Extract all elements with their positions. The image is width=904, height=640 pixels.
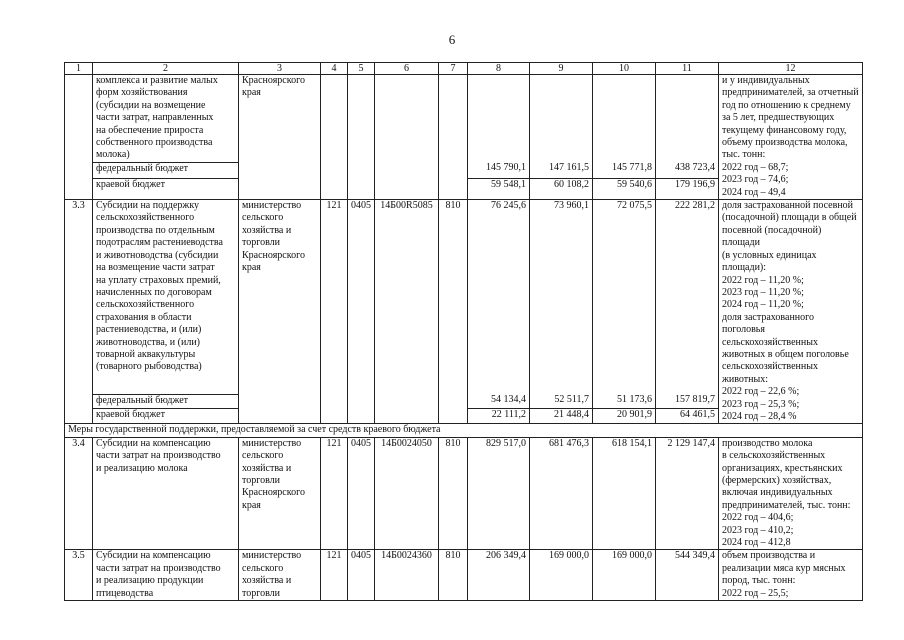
amount-cell: 21 448,4 <box>530 409 593 424</box>
row-number-cell: 3.3 <box>65 200 93 424</box>
code-cell: 121 <box>321 437 348 550</box>
column-header: 4 <box>321 63 348 75</box>
column-header: 3 <box>239 63 321 75</box>
row-number-cell: 3.5 <box>65 550 93 601</box>
amount-cell: 829 517,0 <box>468 437 530 550</box>
amount-cell: 73 960,1 <box>530 200 593 394</box>
amount-cell: 145 790,1 <box>468 162 530 178</box>
amount-cell: 169 000,0 <box>593 550 656 601</box>
budget-label-cell: федеральный бюджет <box>93 162 239 178</box>
code-cell: 121 <box>321 550 348 601</box>
code-cell: 810 <box>439 437 468 550</box>
code-cell <box>375 75 439 200</box>
section-title: Меры государственной поддержки, предоставляемой за счет средств краевого бюджета <box>65 424 863 437</box>
measure-name-cell: Субсидии на компенсацию части затрат на производство и реализацию молока <box>93 437 239 550</box>
column-header: 5 <box>348 63 375 75</box>
budget-table <box>64 62 863 601</box>
amount-cell: 59 540,6 <box>593 179 656 200</box>
amount-cell: 51 173,6 <box>593 394 656 409</box>
row-number-cell <box>65 75 93 200</box>
result-indicator-cell: доля застрахованной посевной (посадочной) площади в общей посевной (посадочной) площади (в условных единицах площади): 2022 год – 11,20 %; 2023 год – 11,20 %; 2024 год – 11,20 %; доля застрахованного поголовья сельскохозяйственных животных в общем поголовье сельскохозяйственных животных: 2022 год – 22,6 %; 2023 год – 25,3 %; 2024 год – 28,4 % <box>719 200 863 424</box>
amount-cell <box>656 75 719 163</box>
measure-name-cell: Субсидии на поддержку сельскохозяйственного производства по отдельным подотраслям растениеводства и животноводства (субсидии на возмещение части затрат на уплату страховых премий, начисленных по договорам сельскохозяйственного страхования в области растениеводства, и (или) животноводства, и (или) товарной аквакультуры (товарного рыбоводства) <box>93 200 239 394</box>
amount-cell: 147 161,5 <box>530 162 593 178</box>
code-cell: 14Б0024050 <box>375 437 439 550</box>
code-cell <box>439 75 468 200</box>
column-header: 11 <box>656 63 719 75</box>
amount-cell: 59 548,1 <box>468 179 530 200</box>
measure-name-cell: комплекса и развитие малых форм хозяйствования (субсидии на возмещение части затрат, направленных на обеспечение прироста собственного производства молока) <box>93 75 239 163</box>
grbs-cell: министерство сельского хозяйства и торговли <box>239 550 321 601</box>
page-number: 6 <box>448 32 456 47</box>
column-header: 8 <box>468 63 530 75</box>
amount-cell: 681 476,3 <box>530 437 593 550</box>
amount-cell: 72 075,5 <box>593 200 656 394</box>
code-cell: 0405 <box>348 437 375 550</box>
amount-cell: 145 771,8 <box>593 162 656 178</box>
code-cell <box>348 75 375 200</box>
grbs-cell: министерство сельского хозяйства и торговли Красноярского края <box>239 200 321 424</box>
amount-cell: 60 108,2 <box>530 179 593 200</box>
code-cell: 0405 <box>348 200 375 424</box>
amount-cell: 20 901,9 <box>593 409 656 424</box>
amount-cell: 544 349,4 <box>656 550 719 601</box>
code-cell: 810 <box>439 550 468 601</box>
code-cell: 14Б0024360 <box>375 550 439 601</box>
code-cell: 121 <box>321 200 348 424</box>
code-cell <box>321 75 348 200</box>
column-header: 7 <box>439 63 468 75</box>
amount-cell: 169 000,0 <box>530 550 593 601</box>
budget-label-cell: краевой бюджет <box>93 179 239 200</box>
grbs-cell: министерство сельского хозяйства и торговли Красноярского края <box>239 437 321 550</box>
result-indicator-cell: и у индивидуальных предпринимателей, за отчетный год по отношению к среднему за 5 лет, предшествующих текущему финансовому году, объему производства молока, тыс. тонн: 2022 год – 68,7; 2023 год – 74,6; 2024 год – 49,4 <box>719 75 863 200</box>
amount-cell: 2 129 147,4 <box>656 437 719 550</box>
row-number-cell: 3.4 <box>65 437 93 550</box>
amount-cell: 618 154,1 <box>593 437 656 550</box>
amount-cell: 222 281,2 <box>656 200 719 394</box>
column-header: 9 <box>530 63 593 75</box>
amount-cell <box>530 75 593 163</box>
amount-cell: 157 819,7 <box>656 394 719 409</box>
amount-cell <box>593 75 656 163</box>
code-cell: 14Б00R5085 <box>375 200 439 424</box>
amount-cell: 179 196,9 <box>656 179 719 200</box>
column-header: 12 <box>719 63 863 75</box>
amount-cell: 22 111,2 <box>468 409 530 424</box>
measure-name-cell: Субсидии на компенсацию части затрат на производство и реализацию продукции птицеводства <box>93 550 239 601</box>
column-header: 10 <box>593 63 656 75</box>
header-row <box>65 63 863 75</box>
code-cell: 0405 <box>348 550 375 601</box>
table-row <box>65 550 863 601</box>
result-indicator-cell: объем производства и реализации мяса кур мясных пород, тыс. тонн: 2022 год – 25,5; <box>719 550 863 601</box>
table-row <box>65 75 863 163</box>
column-header: 6 <box>375 63 439 75</box>
grbs-cell: Красноярского края <box>239 75 321 200</box>
amount-cell: 438 723,4 <box>656 162 719 178</box>
amount-cell: 52 511,7 <box>530 394 593 409</box>
column-header: 1 <box>65 63 93 75</box>
section-row <box>65 424 863 437</box>
amount-cell <box>468 75 530 163</box>
column-header: 2 <box>93 63 239 75</box>
budget-label-cell: краевой бюджет <box>93 409 239 424</box>
result-indicator-cell: производство молока в сельскохозяйственных организациях, крестьянских (фермерских) хозяйствах, включая индивидуальных предпринимателей, тыс. тонн: 2022 год – 404,6; 2023 год – 410,2; 2024 год – 412,8 <box>719 437 863 550</box>
amount-cell: 64 461,5 <box>656 409 719 424</box>
amount-cell: 206 349,4 <box>468 550 530 601</box>
code-cell: 810 <box>439 200 468 424</box>
budget-label-cell: федеральный бюджет <box>93 394 239 409</box>
amount-cell: 54 134,4 <box>468 394 530 409</box>
table-row <box>65 437 863 550</box>
amount-cell: 76 245,6 <box>468 200 530 394</box>
table-row <box>65 200 863 394</box>
